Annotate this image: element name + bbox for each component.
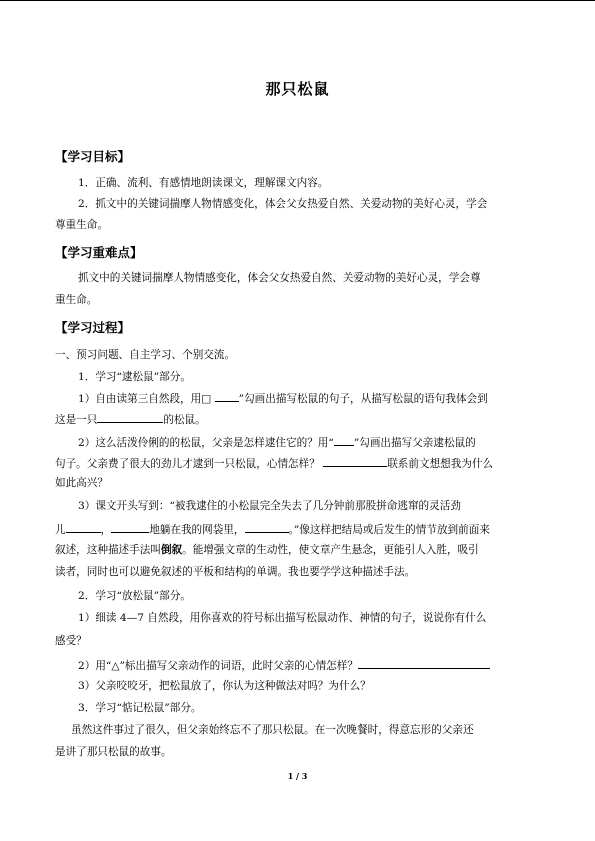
q2-line-3: 如此高兴？: [55, 477, 108, 489]
page-title: 那只松鼠: [265, 80, 330, 98]
step-3-title: 3．学习“惦记松鼠”部分。: [78, 702, 202, 714]
blank-quote-3[interactable]: [245, 521, 289, 533]
goal-1: 1．正确、流利、有感情地朗读课文，理解课文内容。: [78, 177, 329, 189]
q2-line-1: [78, 434, 545, 450]
blank-quote-2[interactable]: [111, 521, 149, 533]
heading-process: 【学习过程】: [55, 320, 131, 335]
q2-line-2: [55, 455, 545, 471]
blank-quote-1[interactable]: [66, 521, 101, 533]
goal-2: 2．抓文中的关键词揣摩人物情感变化，体会父女热爱自然、关爱动物的美好心灵，学会: [78, 198, 488, 210]
r3-line: 3）父亲咬咬牙，把松鼠放了，你认为这种做法对吗？为什么？: [78, 680, 371, 692]
r1-line-2: 感受？: [55, 635, 87, 647]
q1-line-2: [55, 411, 545, 427]
term-flashback: 倒叙: [160, 544, 183, 556]
q2-text-c: 句子。父亲费了很大的劲儿才逮到一只松鼠，心情怎样？: [55, 458, 320, 470]
step-1-title: 1．学习“逮松鼠”部分。: [78, 371, 191, 383]
box-symbol: □: [201, 393, 212, 405]
q1-text-c: 这是一只: [55, 414, 98, 426]
q3-text-d: 。”像这样把结局或后发生的情节放到前面来: [288, 524, 490, 536]
q3-text-e: 叙述，这种描述手法叫: [55, 544, 161, 556]
q2-text-d: 联系前文想想我为什么: [387, 458, 494, 470]
top-rule: [0, 0, 595, 1]
goal-2-cont: 尊重生命。: [55, 219, 108, 231]
r2-text: 2）用“△”标出描写父亲动作的词语，此时父亲的心情怎样？: [78, 660, 358, 672]
blank-line-symbol-2[interactable]: [334, 434, 354, 446]
q2-text-b: ”勾画出描写父亲逮松鼠的: [353, 437, 476, 449]
blank-father-feeling[interactable]: [358, 657, 490, 669]
q3-line-1: 3）课文开头写到：“被我逮住的小松鼠完全失去了几分钟前那股拼命逃窜的灵活劲: [78, 500, 461, 512]
heading-goals: 【学习目标】: [55, 149, 131, 164]
process-intro: 一、预习问题、自主学习、个别交流。: [55, 349, 236, 361]
q2-text-a: 2）这么活泼伶俐的的松鼠，父亲是怎样逮住它的？用“: [78, 437, 334, 449]
blank-father-mood[interactable]: [323, 455, 387, 467]
heading-key: 【学习重难点】: [55, 245, 143, 260]
q3-text-a: 儿: [55, 524, 66, 536]
q3-line-2: [55, 521, 545, 537]
step-2-title: 2．学习“放松鼠”部分。: [78, 590, 191, 602]
blank-line-symbol[interactable]: [215, 390, 239, 402]
key-line-2: 重生命。: [55, 294, 98, 306]
q3-text-b: ，: [100, 524, 112, 536]
q1-text-d: 的松鼠。: [163, 414, 206, 426]
q3-text-f: 。能增强文章的生动性，使文章产生悬念，更能引人入胜，吸引: [182, 544, 479, 556]
r2-line: [78, 657, 545, 673]
blank-squirrel-trait[interactable]: [97, 411, 163, 423]
r1-line-1: 1）细读 4—7 自然段，用你喜欢的符号标出描写松鼠动作、神情的句子，说说你有什么: [78, 612, 487, 624]
para-line-1: 虽然这件事过了很久，但父亲始终忘不了那只松鼠。在一次晚餐时，得意忘形的父亲还: [71, 724, 474, 736]
q1-text-a: 1）自由读第三自然段，用: [78, 393, 202, 405]
q3-text-c: 地躺在我的网袋里，: [149, 524, 245, 536]
key-line-1: 抓文中的关键词揣摩人物情感变化，体会父女热爱自然、关爱动物的美好心灵，学会尊: [78, 272, 481, 284]
q3-line-3: [55, 543, 545, 557]
q3-line-4: 读者，同时也可以避免叙述的平板和结构的单调。我也要学学这种描述手法。: [55, 566, 416, 578]
q1-line-1: [78, 390, 545, 406]
q1-text-b: ”勾画出描写松鼠的句子，从描写松鼠的语句我体会到: [238, 393, 488, 405]
para-line-2: 是讲了那只松鼠的故事。: [55, 746, 172, 758]
page-number: 1 / 3: [287, 771, 308, 781]
